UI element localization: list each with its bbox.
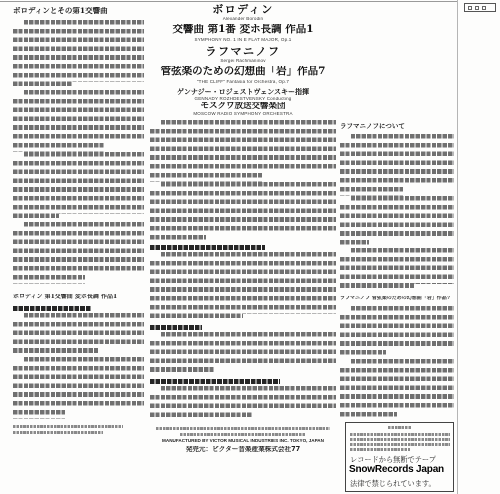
left-section-heading: ボロディン 第1交響曲 変ホ長調 作品1 bbox=[13, 294, 118, 300]
orchestra-ja: モスクワ放送交響楽団 bbox=[200, 102, 286, 111]
right-section-heading: ラフマニノフ 管弦楽のための幻想曲「岩」作品7 bbox=[340, 296, 451, 301]
illegible-text-paragraph bbox=[150, 386, 336, 421]
corner-marker-square bbox=[475, 6, 479, 10]
illegible-notice-line bbox=[350, 433, 450, 436]
illegible-movement-heading bbox=[13, 306, 91, 311]
illegible-text-paragraph bbox=[340, 196, 454, 249]
composer-borodin-en: Alexander Borodin bbox=[222, 17, 264, 21]
illegible-text-paragraph bbox=[13, 357, 144, 419]
illegible-notice-line bbox=[156, 427, 330, 430]
illegible-text-paragraph bbox=[340, 248, 454, 292]
manufacturer-line: MANUFACTURED BY VICTOR MUSICAL INDUSTRIES INC. TOKYO, JAPAN bbox=[162, 439, 324, 443]
illegible-text-paragraph bbox=[340, 359, 454, 421]
work-symphony-1-ja: 交響曲 第1番 変ホ長調 作品1 bbox=[172, 24, 314, 35]
right-column-heading: ラフマニノフについて bbox=[340, 123, 405, 130]
illegible-movement-heading bbox=[150, 245, 265, 250]
illegible-timing-line bbox=[13, 425, 123, 428]
illegible-notice-line bbox=[180, 433, 306, 436]
copyright-notice-box bbox=[345, 422, 454, 492]
distributor-line: 発売元：ビクター音楽産業株式会社77 bbox=[185, 446, 301, 453]
illegible-text-paragraph bbox=[13, 152, 144, 222]
illegible-text-paragraph bbox=[150, 120, 336, 182]
illegible-text-paragraph bbox=[13, 90, 144, 152]
page-top-edge bbox=[0, 1, 457, 2]
composer-rachmaninov-ja: ラフマニノフ bbox=[205, 46, 281, 57]
illegible-text-paragraph bbox=[150, 252, 336, 322]
conductor-en: GENNADY ROZHDESTVENSKY Conducting bbox=[194, 97, 292, 101]
illegible-notice-line bbox=[350, 448, 410, 451]
illegible-notice-line bbox=[350, 443, 450, 446]
illegible-text-paragraph bbox=[340, 134, 454, 196]
illegible-text-paragraph bbox=[150, 332, 336, 376]
left-column-heading: ボロディンとその第1交響曲 bbox=[13, 7, 108, 15]
corner-marker-square bbox=[468, 6, 472, 10]
notice-line-1: レコードから無断でテープ bbox=[350, 455, 436, 464]
work-the-cliff-en: "THE CLIFF" Fantasia for Orchestra, Op.7 bbox=[196, 80, 290, 84]
orchestra-en: MOSCOW RADIO SYMPHONY ORCHESTRA bbox=[193, 112, 293, 116]
conductor-ja: ゲンナジー・ロジェストヴェンスキー指揮 bbox=[176, 88, 310, 95]
corner-marker-box bbox=[464, 3, 496, 12]
work-symphony-1-en: SYMPHONY NO. 1 IN E FLAT MAJOR, Op.1 bbox=[194, 38, 292, 42]
notice-line-3: 法律で禁じられています。 bbox=[350, 479, 436, 488]
illegible-notice-title bbox=[388, 426, 412, 429]
composer-borodin-ja: ボロディン bbox=[212, 4, 274, 15]
fold-line bbox=[457, 0, 458, 494]
seller-stamp: SnowRecords Japan bbox=[349, 464, 444, 475]
illegible-text-paragraph bbox=[13, 222, 144, 284]
illegible-text-paragraph bbox=[13, 20, 144, 90]
illegible-movement-heading bbox=[150, 379, 280, 384]
illegible-text-paragraph bbox=[340, 306, 454, 359]
illegible-movement-heading bbox=[150, 325, 202, 330]
illegible-timing-line bbox=[13, 431, 103, 434]
illegible-text-paragraph bbox=[13, 313, 144, 357]
illegible-text-paragraph bbox=[150, 182, 336, 244]
corner-marker-square bbox=[482, 6, 486, 10]
illegible-notice-line bbox=[350, 438, 450, 441]
work-the-cliff-ja: 管弦楽のための幻想曲「岩」作品7 bbox=[160, 66, 326, 77]
composer-rachmaninov-en: Sergei Rachmaninov bbox=[220, 59, 266, 63]
